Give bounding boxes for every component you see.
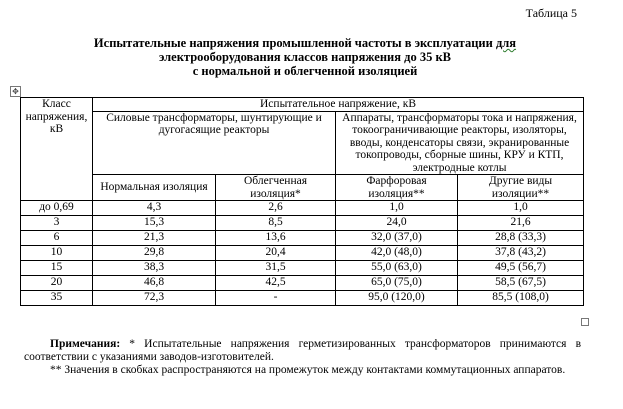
- header-porcelain-insulation: Фарфоровая изоляция**: [336, 175, 458, 201]
- cell-other: 1,0: [458, 201, 584, 216]
- cell-other: 58,5 (67,5): [458, 276, 584, 291]
- table-row: [21, 246, 584, 261]
- cell-porcelain: 42,0 (48,0): [336, 246, 458, 261]
- title-line-2: электрооборудования классов напряжения до 35 кВ: [158, 50, 451, 64]
- table-row: [21, 291, 584, 306]
- cell-class: 10: [21, 246, 93, 261]
- table-title: [70, 36, 540, 78]
- notes-section: [24, 338, 581, 377]
- header-test-voltage: Испытательное напряжение, кВ: [93, 98, 584, 112]
- cell-light: 8,5: [216, 216, 336, 231]
- header-group-apparatus: Аппараты, трансформаторы тока и напряжения, токоограничивающие реакторы, изоляторы, вводы, конденсаторы связи, экранированные токопроводы, сборные шины, КРУ и КТП, электродные котлы: [336, 111, 584, 175]
- table-move-handle-icon[interactable]: ✥: [10, 86, 21, 97]
- header-group-transformers: Силовые трансформаторы, шунтирующие и дугогасящие реакторы: [93, 111, 336, 175]
- voltage-table: [20, 97, 584, 306]
- cell-porcelain: 32,0 (37,0): [336, 231, 458, 246]
- cell-other: 21,6: [458, 216, 584, 231]
- cell-normal: 46,8: [93, 276, 216, 291]
- cell-porcelain: 24,0: [336, 216, 458, 231]
- cell-light: 31,5: [216, 261, 336, 276]
- cell-porcelain: 55,0 (63,0): [336, 261, 458, 276]
- cell-light: 20,4: [216, 246, 336, 261]
- note-1: Примечания: * Испытательные напряжения герметизированных трансформаторов принимаются в соответствии с указаниями заводов-изготовителей.: [24, 338, 581, 363]
- table-row: [21, 261, 584, 276]
- header-class-voltage: Класс напряжения, кВ: [21, 98, 93, 201]
- table-row: [21, 231, 584, 246]
- cell-normal: 72,3: [93, 291, 216, 306]
- cell-light: -: [216, 291, 336, 306]
- cell-class: 35: [21, 291, 93, 306]
- cell-porcelain: 1,0: [336, 201, 458, 216]
- note-2: ** Значения в скобках распространяются на промежуток между контактами коммутационных аппаратов.: [50, 364, 566, 376]
- cell-normal: 38,3: [93, 261, 216, 276]
- table-number-label: Таблица 5: [525, 6, 577, 20]
- cell-class: 20: [21, 276, 93, 291]
- header-other-insulation: Другие виды изоляции**: [458, 175, 584, 201]
- cell-class: 3: [21, 216, 93, 231]
- cell-light: 2,6: [216, 201, 336, 216]
- table-row: [21, 276, 584, 291]
- spellcheck-underlined-word[interactable]: для: [495, 36, 517, 50]
- cell-class: 15: [21, 261, 93, 276]
- cell-other: 85,5 (108,0): [458, 291, 584, 306]
- cell-porcelain: 95,0 (120,0): [336, 291, 458, 306]
- table-row: [21, 216, 584, 231]
- cell-light: 42,5: [216, 276, 336, 291]
- cell-light: 13,6: [216, 231, 336, 246]
- title-line-3: с нормальной и облегченной изоляцией: [192, 64, 418, 78]
- cell-normal: 15,3: [93, 216, 216, 231]
- cell-class: до 0,69: [21, 201, 93, 216]
- cell-other: 49,5 (56,7): [458, 261, 584, 276]
- title-line-1: Испытательные напряжения промышленной частоты в эксплуатации для: [93, 36, 517, 50]
- table-row: [21, 201, 584, 216]
- header-light-insulation: Облегченная изоляция*: [216, 175, 336, 201]
- cell-other: 28,8 (33,3): [458, 231, 584, 246]
- header-normal-insulation: Нормальная изоляция: [93, 175, 216, 201]
- cell-porcelain: 65,0 (75,0): [336, 276, 458, 291]
- table-resize-handle-icon[interactable]: [581, 318, 589, 326]
- notes-label: Примечания:: [50, 338, 121, 350]
- cell-other: 37,8 (43,2): [458, 246, 584, 261]
- cell-normal: 4,3: [93, 201, 216, 216]
- cell-normal: 29,8: [93, 246, 216, 261]
- cell-class: 6: [21, 231, 93, 246]
- cell-normal: 21,3: [93, 231, 216, 246]
